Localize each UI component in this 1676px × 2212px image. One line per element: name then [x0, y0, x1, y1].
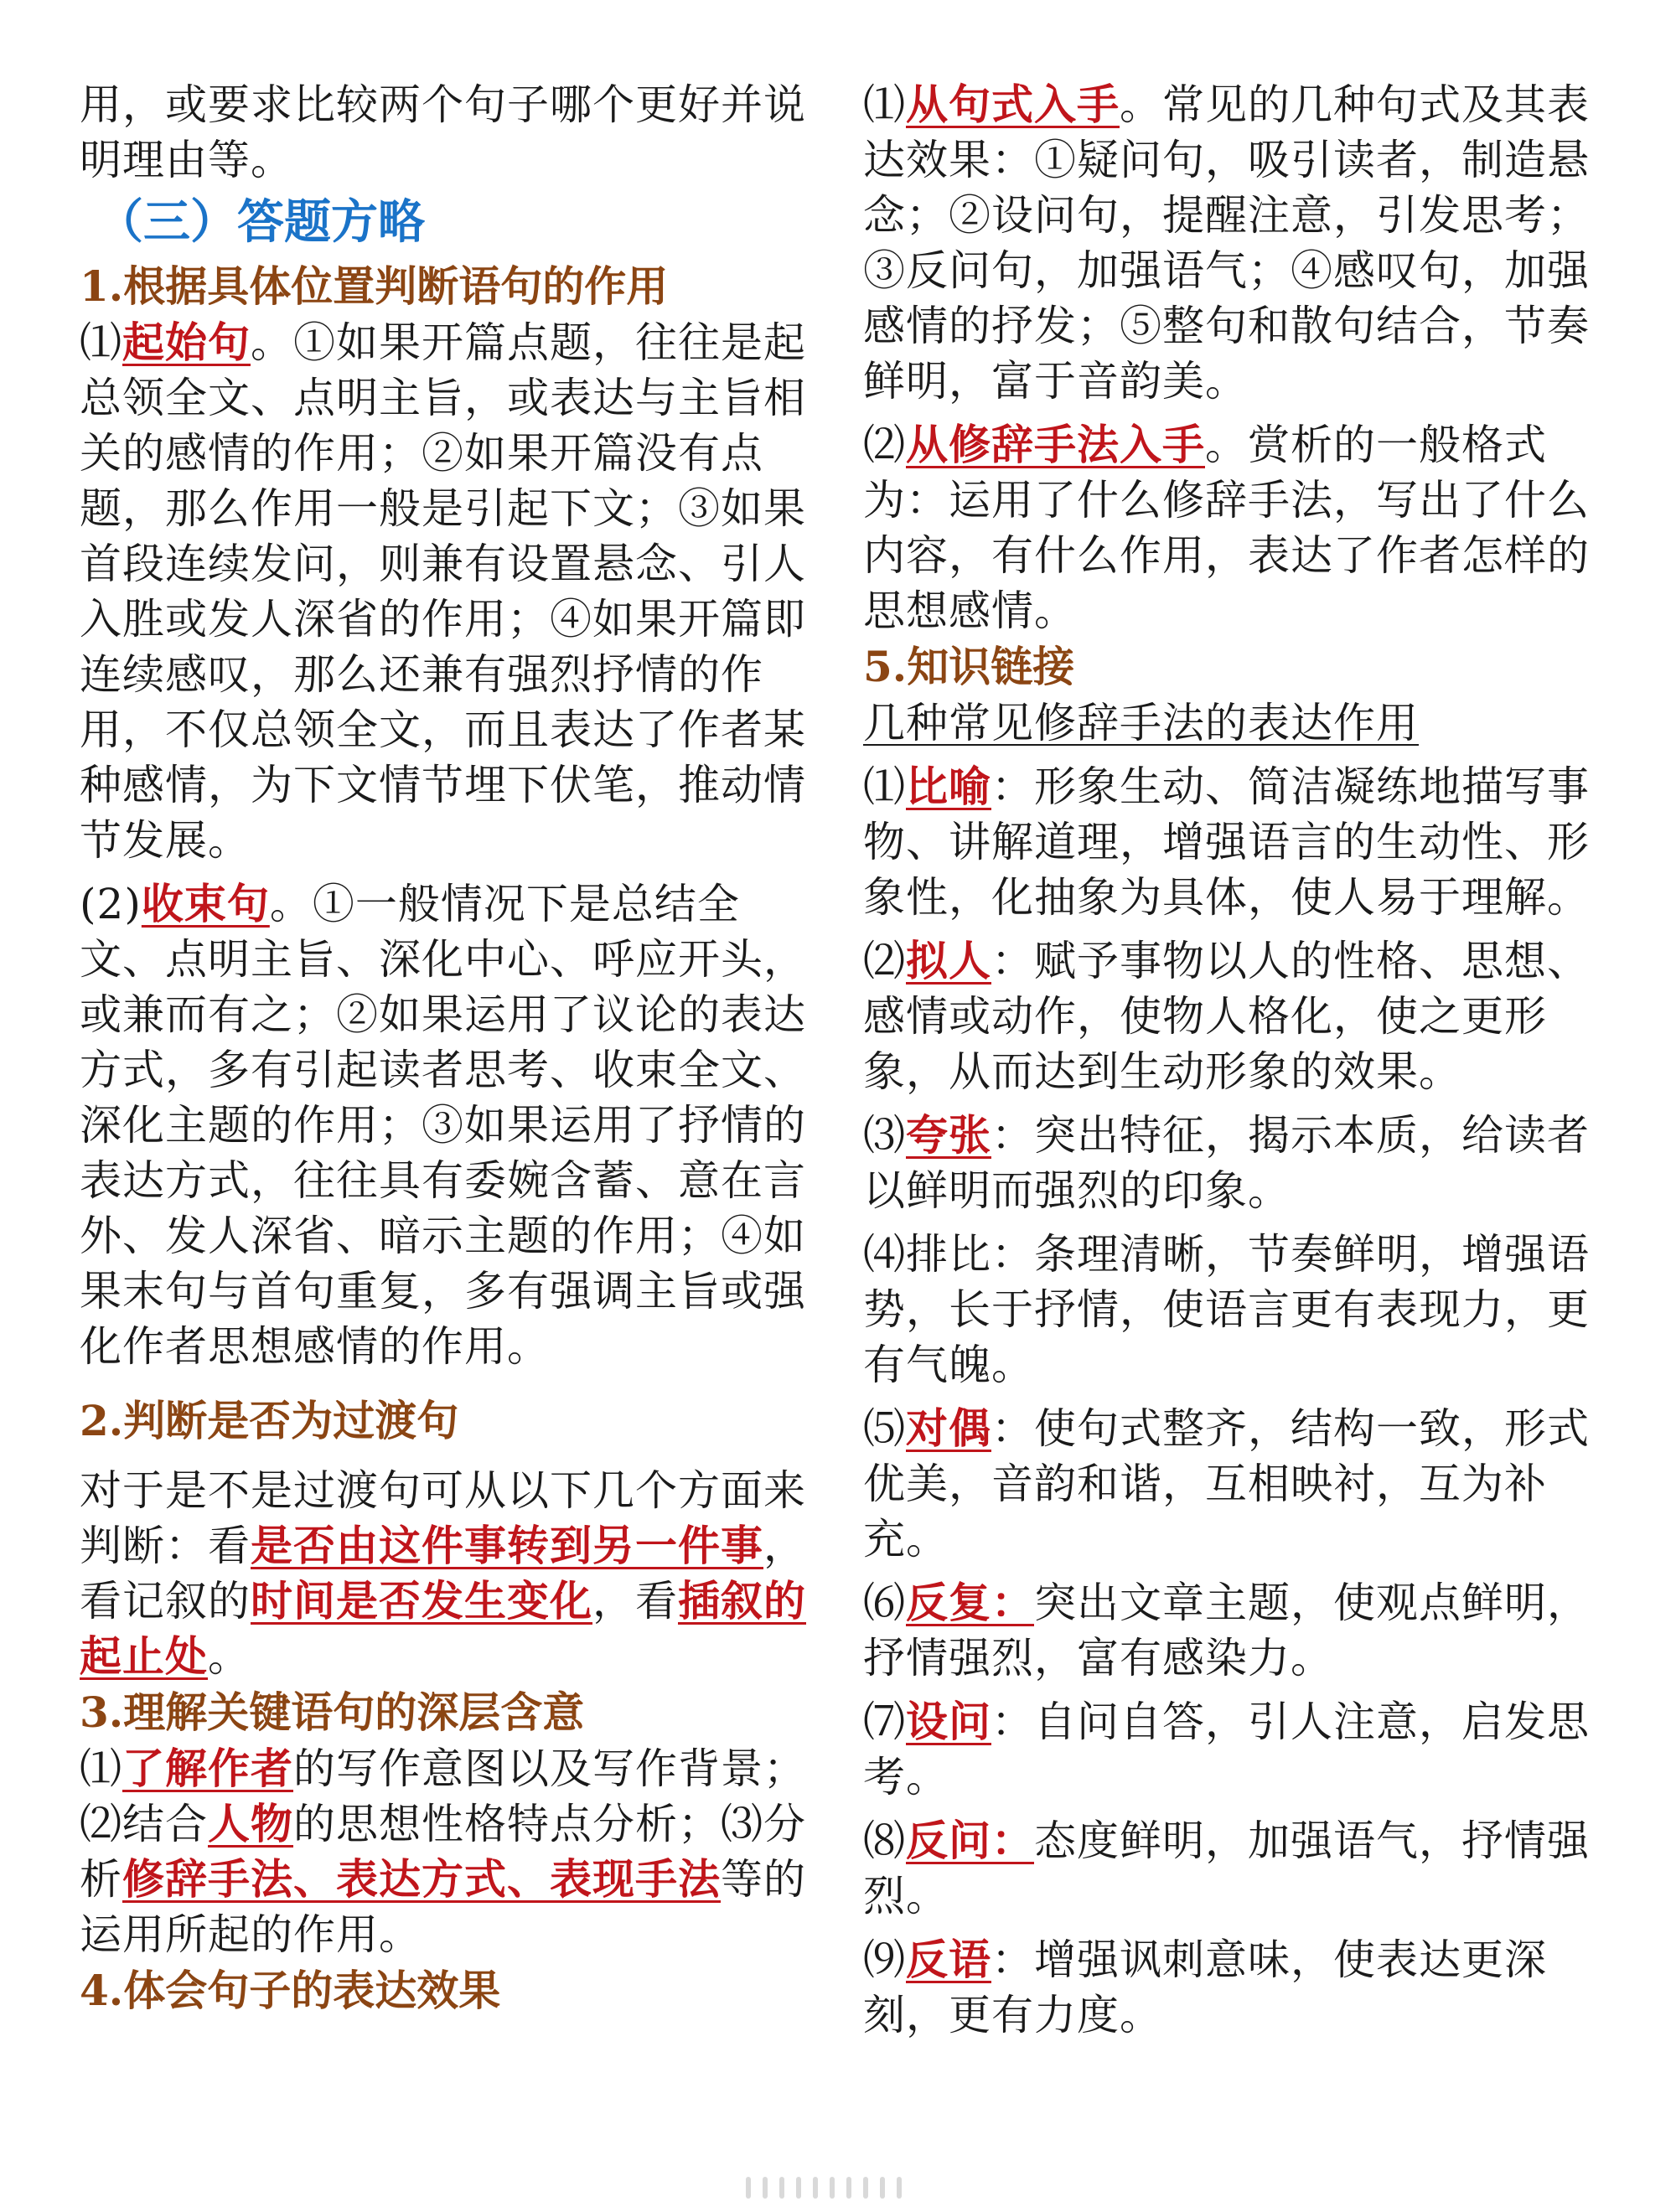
keyword-transition-1: 是否由这件事转到另一件事 [251, 1521, 763, 1570]
item-number: ⑴ [863, 762, 906, 811]
paragraph-opening-sentence [80, 315, 809, 868]
text-run: 的思想性格特点分析；⑶分析 [80, 1800, 806, 1904]
item-text: ：自问自答，引人注意，启发思考。 [863, 1698, 1590, 1801]
list-item [863, 1694, 1601, 1805]
keyword-transition-2: 时间是否发生变化 [251, 1576, 592, 1625]
paragraph-text: 。常见的几种句式及其表达效果：①疑问句，吸引读者，制造悬念；②设问句，提醒注意，引发思考；③反问句，加强语气；④感叹句，加强感情的抒发；⑤整句和散句结合，节奏鲜明，富于音韵美。 [863, 80, 1590, 406]
paragraph-text: 。赏析的一般格式为：运用了什么修辞手法，写出了什么内容，有什么作用，表达了作者怎样的思想感情。 [863, 421, 1590, 635]
text-run: ，看记叙的 [80, 1522, 806, 1625]
item-number: ⑴ [80, 318, 122, 367]
heading-3: 3.理解关键语句的深层含意 [80, 1687, 585, 1737]
text-run: 的写作意图以及写作背景；⑵结合 [80, 1744, 806, 1848]
scroll-indicator [746, 2177, 930, 2199]
list-item [863, 1813, 1601, 1924]
keyword-character: 人物 [208, 1799, 293, 1848]
text-run: 对于是不是过渡句可从以下几个方面来判断：看 [80, 1466, 806, 1570]
paragraph-sentence-types [863, 77, 1601, 409]
list-item [863, 1401, 1601, 1567]
keyword-techniques: 修辞手法、表达方式、表现手法 [122, 1854, 721, 1904]
keyword-rhetoric: 从修辞手法入手 [906, 420, 1205, 469]
item-number: ⑺ [863, 1698, 906, 1746]
paragraph-key-sentences [80, 1741, 809, 1962]
item-number: ⑼ [863, 1936, 906, 1984]
item-number: (2) [80, 880, 142, 928]
subheading: 几种常见修辞手法的表达作用 [863, 699, 1419, 747]
keyword-transition-3: 插叙的起止处 [80, 1576, 806, 1681]
item-keyword: 设问 [906, 1697, 991, 1746]
item-keyword: 拟人 [906, 936, 991, 985]
text-run: ，看 [592, 1577, 678, 1625]
item-text: ：突出特征，揭示本质，给读者以鲜明而强烈的印象。 [863, 1111, 1590, 1215]
item-keyword: 夸张 [906, 1110, 991, 1160]
list-item [863, 759, 1601, 925]
item-number: ⑵ [863, 421, 906, 469]
keyword-closing: 收束句 [141, 879, 270, 928]
paragraph-text: 。①一般情况下是总结全文、点明主旨、深化中心、呼应开头，或兼而有之；②如果运用了议论的表达方式，多有引起读者思考、收束全文、深化主题的作用；③如果运用了抒情的表达方式，往往具有委婉含蓄、意在言外、发人深省、暗示主题的作用；④如果末句与首句重复，多有强调主旨或强化作者思想感情的作用。 [80, 880, 806, 1371]
item-text: 态度鲜明，加强语气，抒情强烈。 [863, 1817, 1590, 1920]
text-run: 等的运用所起的作用。 [80, 1855, 806, 1959]
item-number: ⑸ [863, 1404, 906, 1453]
item-number: ⑻ [863, 1817, 906, 1865]
section-title: （三）答题方略 [96, 195, 425, 250]
paragraph-text: 。①如果开篇点题，往往是起总领全文、点明主旨，或表达与主旨相关的感情的作用；②如果开篇没有点题，那么作用一般是引起下文；③如果首段连续发问，则兼有设置悬念、引人入胜或发人深省的作用；④如果开篇即连续感叹，那么还兼有强烈抒情的作用，不仅总领全文，而且表达了作者某种感情，为下文情节埋下伏笔，推动情节发展。 [80, 318, 806, 865]
heading-2: 2.判断是否为过渡句 [80, 1396, 459, 1445]
item-keyword: 比喻 [906, 762, 991, 811]
rhetoric-list [863, 759, 1601, 2043]
list-item [863, 933, 1601, 1099]
item-number: ⑹ [863, 1579, 906, 1627]
right-column [863, 77, 1601, 2043]
item-text: 突出文章主题，使观点鲜明，抒情强烈，富有感染力。 [863, 1579, 1590, 1682]
item-number: ⑵ [863, 937, 906, 985]
item-keyword: 对偶 [906, 1403, 991, 1453]
left-column [80, 77, 809, 2019]
item-text: ：使句式整齐，结构一致，形式优美，音韵和谐，互相映衬，互为补充。 [863, 1404, 1590, 1563]
item-number: ⑴ [863, 80, 906, 129]
keyword-sentence-types: 从句式入手 [906, 80, 1120, 129]
list-item [863, 1227, 1601, 1393]
paragraph-transition [80, 1463, 809, 1684]
heading-4: 4.体会句子的表达效果 [80, 1966, 501, 2015]
item-text: ：形象生动、简洁凝练地描写事物、讲解道理，增强语言的生动性、形象性，化抽象为具体，使人易于理解。 [863, 762, 1590, 922]
text-run: 。 [208, 1632, 251, 1681]
item-text: ：赋予事物以人的性格、思想、感情或动作，使物人格化，使之更形象，从而达到生动形象的效果。 [863, 937, 1590, 1096]
keyword-opening: 起始句 [122, 318, 251, 367]
item-number: ⑷ [863, 1230, 906, 1279]
text-run: ⑴ [80, 1744, 122, 1793]
heading-1: 1.根据具体位置判断语句的作用 [80, 261, 669, 311]
intro-text: 用，或要求比较两个句子哪个更好并说明理由等。 [80, 80, 806, 184]
item-text: ：增强讽刺意味，使表达更深刻，更有力度。 [863, 1936, 1547, 2039]
paragraph-closing-sentence [80, 876, 809, 1374]
item-number: ⑶ [863, 1111, 906, 1160]
item-keyword: 反语 [906, 1935, 991, 1984]
list-item [863, 1932, 1601, 2043]
heading-5: 5.知识链接 [863, 642, 1075, 691]
keyword-author: 了解作者 [122, 1744, 293, 1793]
paragraph-rhetoric [863, 417, 1601, 638]
list-item [863, 1575, 1601, 1686]
item-keyword: 反复： [906, 1578, 1034, 1627]
item-keyword: 反问： [906, 1816, 1034, 1865]
list-item [863, 1108, 1601, 1218]
item-text: 排比：条理清晰，节奏鲜明，增强语势，长于抒情，使语言更有表现力，更有气魄。 [863, 1230, 1590, 1389]
